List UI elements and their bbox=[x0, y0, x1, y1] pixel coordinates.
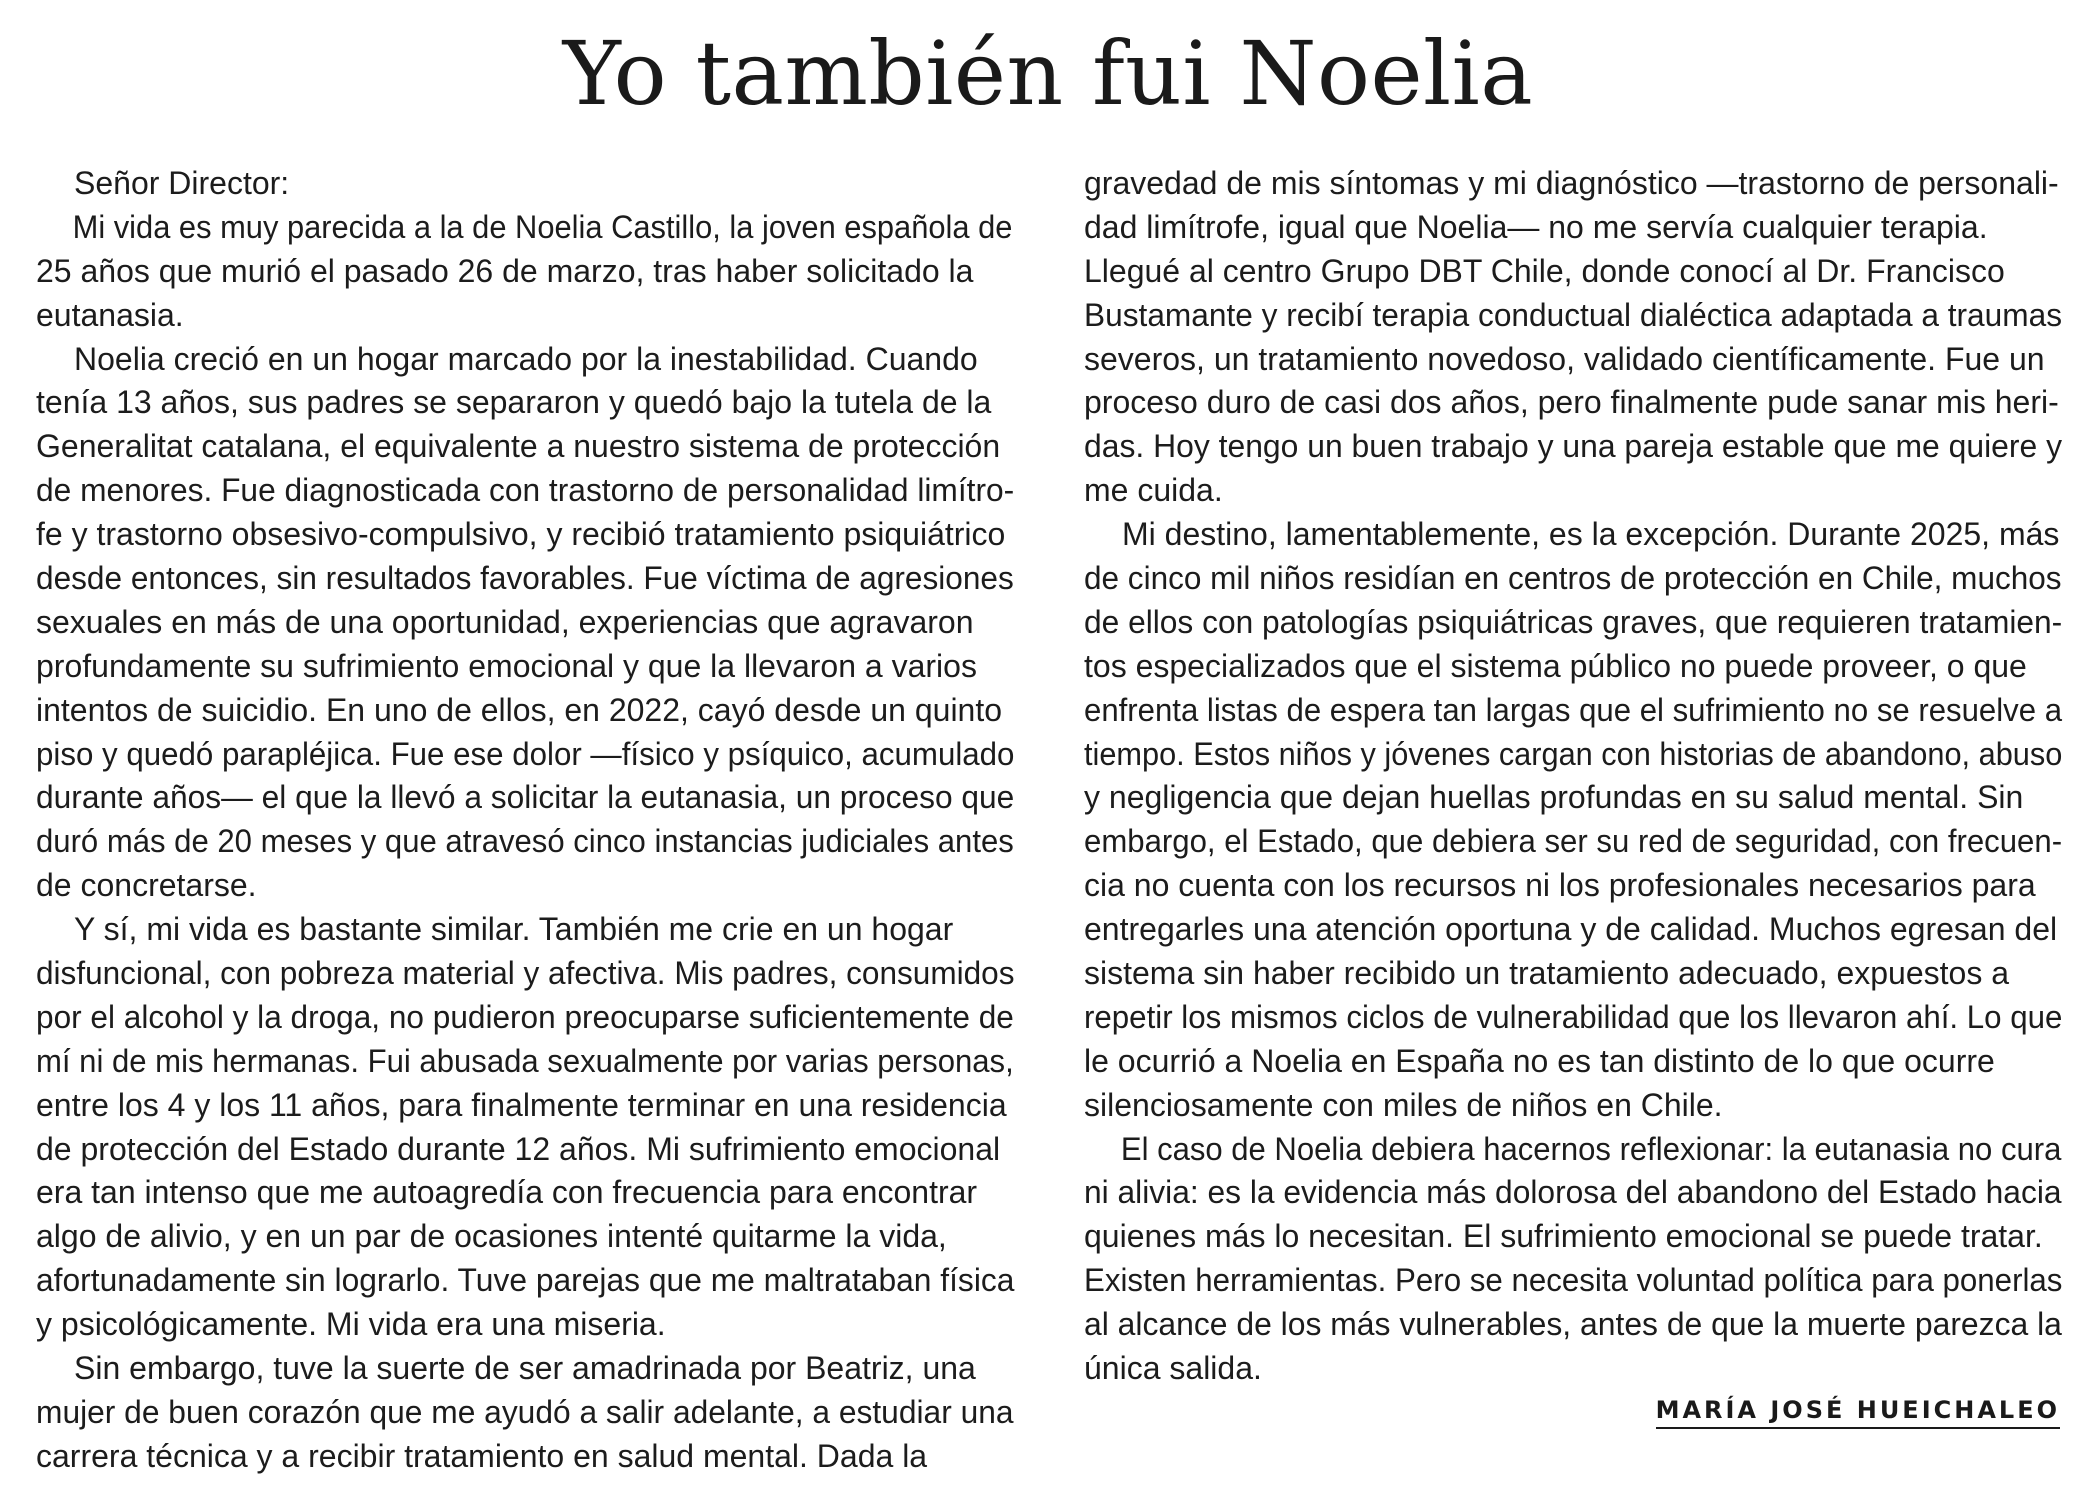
text-line: Existen herramientas. Pero se necesita voluntad política para ponerlas bbox=[1084, 1262, 2063, 1299]
text-line: era tan intenso que me autoagredía con frecuencia para encontrar bbox=[36, 1174, 978, 1211]
text-line: carrera técnica y a recibir tratamiento en salud mental. Dada la bbox=[36, 1437, 928, 1474]
text-line: tos especializados que el sistema público no puede proveer, o que bbox=[1084, 647, 2027, 684]
text-line: Llegué al centro Grupo DBT Chile, donde conocí al Dr. Francisco bbox=[1084, 252, 2005, 289]
text-line: me cuida. bbox=[1084, 472, 1223, 509]
right-column bbox=[1084, 162, 2062, 1391]
text-line: de concretarse. bbox=[36, 867, 257, 904]
text-line: Mi vida es muy parecida a la de Noelia Castillo, la joven española de bbox=[72, 208, 1013, 245]
text-line: al alcance de los más vulnerables, antes de que la muerte parezca la bbox=[1084, 1306, 2062, 1343]
text-line: Bustamante y recibí terapia conductual dialéctica adaptada a traumas bbox=[1084, 296, 2063, 333]
text-line: de menores. Fue diagnosticada con trastorno de personalidad limítro- bbox=[36, 472, 1015, 509]
text-line: disfuncional, con pobreza material y afectiva. Mis padres, consumidos bbox=[36, 955, 1015, 992]
text-line: 25 años que murió el pasado 26 de marzo, tras haber solicitado la bbox=[36, 252, 974, 289]
text-line: quienes más lo necesitan. El sufrimiento emocional se puede tratar. bbox=[1084, 1218, 2043, 1255]
text-line: gravedad de mis síntomas y mi diagnóstico —trastorno de personali- bbox=[1084, 165, 2059, 201]
text-line: El caso de Noelia debiera hacernos reflexionar: la eutanasia no cura bbox=[1120, 1130, 2062, 1167]
text-line: tenía 13 años, sus padres se separaron y quedó bajo la tutela de la bbox=[36, 384, 992, 421]
page-title: Yo también fui Noelia bbox=[562, 22, 1534, 125]
text-line: repetir los mismos ciclos de vulnerabilidad que los llevaron ahí. Lo que bbox=[1084, 998, 2063, 1035]
text-line: mujer de buen corazón que me ayudó a salir adelante, a estudiar una bbox=[36, 1393, 1014, 1430]
text-line: fe y trastorno obsesivo-compulsivo, y recibió tratamiento psiquiátrico bbox=[36, 516, 1006, 553]
text-line: Y sí, mi vida es bastante similar. También me crie en un hogar bbox=[74, 911, 954, 948]
text-line: algo de alivio, y en un par de ocasiones intenté quitarme la vida, bbox=[36, 1218, 947, 1255]
author-signature: MARÍA JOSÉ HUEICHALEO bbox=[1656, 1396, 2060, 1429]
text-line: proceso duro de casi dos años, pero finalmente pude sanar mis heri- bbox=[1084, 384, 2059, 421]
text-line: piso y quedó parapléjica. Fue ese dolor —físico y psíquico, acumulado bbox=[36, 735, 1015, 772]
text-line: Mi destino, lamentablemente, es la excepción. Durante 2025, más bbox=[1122, 516, 2060, 553]
text-line: enfrenta listas de espera tan largas que el sufrimiento no se resuelve a bbox=[1084, 691, 2063, 728]
text-line: mí ni de mis hermanas. Fui abusada sexualmente por varias personas, bbox=[36, 1042, 1014, 1079]
text-line: de ellos con patologías psiquiátricas graves, que requieren tratamien- bbox=[1084, 603, 2063, 640]
text-line: durante años— el que la llevó a solicitar la eutanasia, un proceso que bbox=[36, 779, 1015, 816]
text-line: sistema sin haber recibido un tratamiento adecuado, expuestos a bbox=[1084, 955, 2009, 992]
text-line: severos, un tratamiento novedoso, validado científicamente. Fue un bbox=[1084, 340, 2045, 377]
text-line: y psicológicamente. Mi vida era una miseria. bbox=[36, 1306, 666, 1343]
text-line: entre los 4 y los 11 años, para finalmente terminar en una residencia bbox=[36, 1086, 1007, 1123]
text-line: embargo, el Estado, que debiera ser su red de seguridad, con frecuen- bbox=[1084, 823, 2063, 860]
text-line: por el alcohol y la droga, no pudieron preocuparse suficientemente de bbox=[36, 998, 1014, 1035]
text-line: desde entonces, sin resultados favorables. Fue víctima de agresiones bbox=[36, 560, 1014, 597]
text-line: cia no cuenta con los recursos ni los profesionales necesarios para bbox=[1084, 867, 2036, 904]
text-line: afortunadamente sin lograrlo. Tuve parejas que me maltrataban física bbox=[36, 1262, 1015, 1299]
text-line: dad limítrofe, igual que Noelia— no me servía cualquier terapia. bbox=[1084, 208, 1988, 245]
text-line: ni alivia: es la evidencia más dolorosa del abandono del Estado hacia bbox=[1084, 1174, 2062, 1211]
text-line: Sin embargo, tuve la suerte de ser amadrinada por Beatriz, una bbox=[74, 1350, 976, 1387]
text-line: de cinco mil niños residían en centros de protección en Chile, muchos bbox=[1084, 560, 2062, 597]
text-line: eutanasia. bbox=[36, 296, 184, 333]
left-column bbox=[36, 162, 1014, 1479]
text-line: Señor Director: bbox=[74, 165, 290, 201]
text-line: silenciosamente con miles de niños en Chile. bbox=[1084, 1086, 1723, 1123]
text-line: de protección del Estado durante 12 años. Mi sufrimiento emocional bbox=[36, 1130, 1001, 1167]
text-line: Noelia creció en un hogar marcado por la inestabilidad. Cuando bbox=[74, 340, 978, 377]
text-line: duró más de 20 meses y que atravesó cinco instancias judiciales antes bbox=[36, 823, 1014, 860]
text-line: y negligencia que dejan huellas profundas en su salud mental. Sin bbox=[1084, 779, 2024, 816]
text-line: intentos de suicidio. En uno de ellos, en 2022, cayó desde un quinto bbox=[36, 691, 1003, 728]
text-line: sexuales en más de una oportunidad, experiencias que agravaron bbox=[36, 603, 974, 640]
text-line: das. Hoy tengo un buen trabajo y una pareja estable que me quiere y bbox=[1084, 428, 2062, 465]
text-line: tiempo. Estos niños y jóvenes cargan con historias de abandono, abuso bbox=[1084, 735, 2063, 772]
text-line: le ocurrió a Noelia en España no es tan distinto de lo que ocurre bbox=[1084, 1042, 1995, 1079]
text-line: profundamente su sufrimiento emocional y que la llevaron a varios bbox=[36, 647, 977, 684]
text-line: Generalitat catalana, el equivalente a nuestro sistema de protección bbox=[36, 428, 1001, 465]
text-line: única salida. bbox=[1084, 1350, 1262, 1387]
text-line: entregarles una atención oportuna y de calidad. Muchos egresan del bbox=[1084, 911, 2058, 948]
